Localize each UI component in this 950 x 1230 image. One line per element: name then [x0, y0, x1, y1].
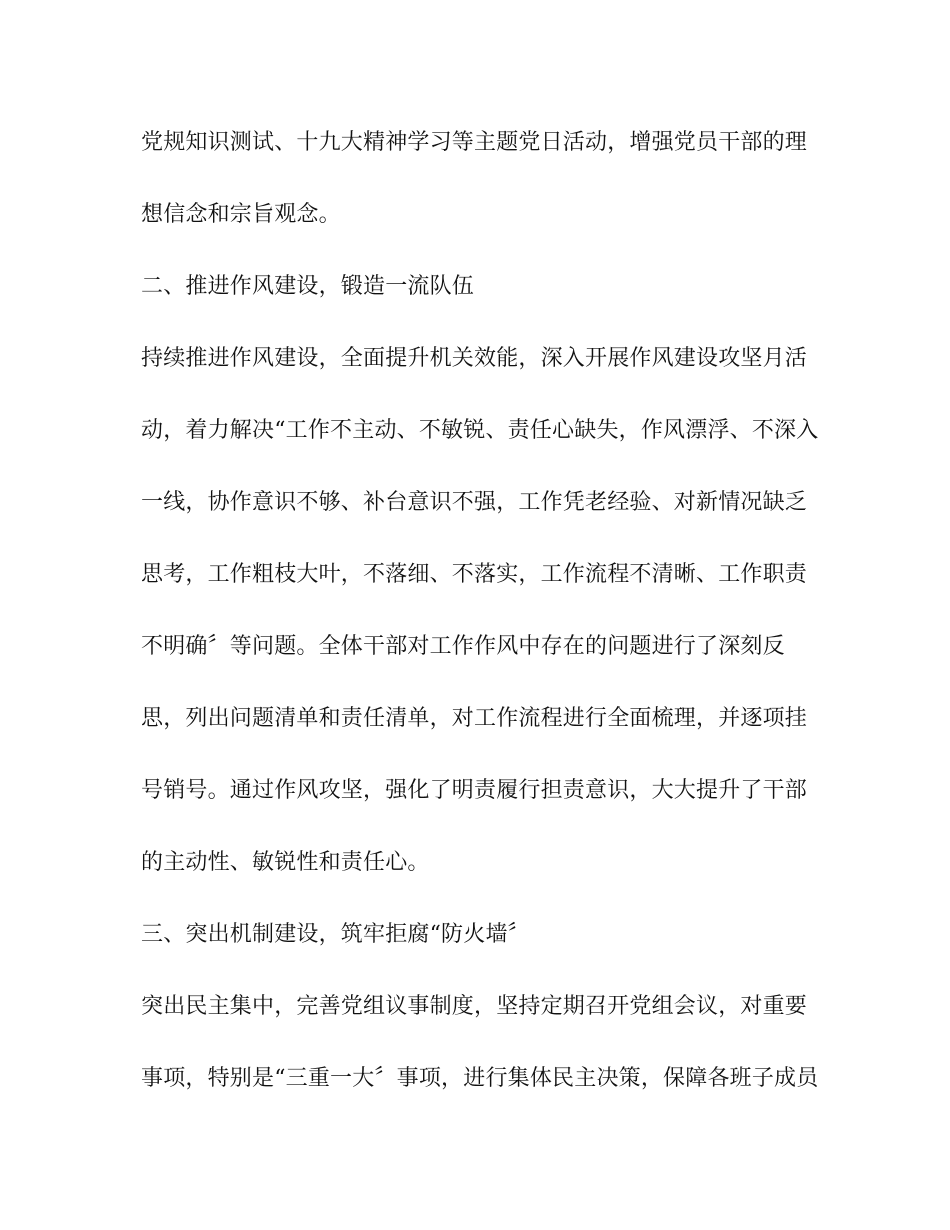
paragraph-line: 的主动性、敏锐性和责任心。 — [141, 850, 430, 875]
paragraph-line: 党规知识测试、十九大精神学习等主题党日活动，增强党员干部的理 — [141, 130, 808, 155]
paragraph-line: 突出民主集中，完善党组议事制度，坚持定期召开党组会议，对重要 — [141, 994, 808, 1019]
paragraph-line: 思考，工作粗枝大叶，不落细、不落实，工作流程不清晰、工作职责 — [141, 562, 808, 587]
section-heading: 三、突出机制建设，筑牢拒腐“防火墙〞 — [141, 922, 530, 947]
paragraph-line: 思，列出问题清单和责任清单，对工作流程进行全面梳理，并逐项挂 — [141, 706, 808, 731]
paragraph-line: 持续推进作风建设，全面提升机关效能，深入开展作风建设攻坚月活 — [141, 346, 808, 371]
paragraph-line: 想信念和宗旨观念。 — [141, 202, 341, 227]
section-heading: 二、推进作风建设，锻造一流队伍 — [141, 274, 475, 299]
paragraph-line: 一线，协作意识不够、补台意识不强，工作凭老经验、对新情况缺乏 — [141, 490, 808, 515]
paragraph-line: 动，着力解决“工作不主动、不敏锐、责任心缺失，作风漂浮、不深入 — [141, 418, 819, 443]
paragraph-line: 不明确〞等问题。全体干部对工作作风中存在的问题进行了深刻反 — [141, 634, 785, 659]
paragraph-line: 事项，特别是“三重一大〞事项，进行集体民主决策，保障各班子成员 — [141, 1066, 819, 1091]
paragraph-line: 号销号。通过作风攻坚，强化了明责履行担责意识，大大提升了干部 — [141, 778, 808, 803]
